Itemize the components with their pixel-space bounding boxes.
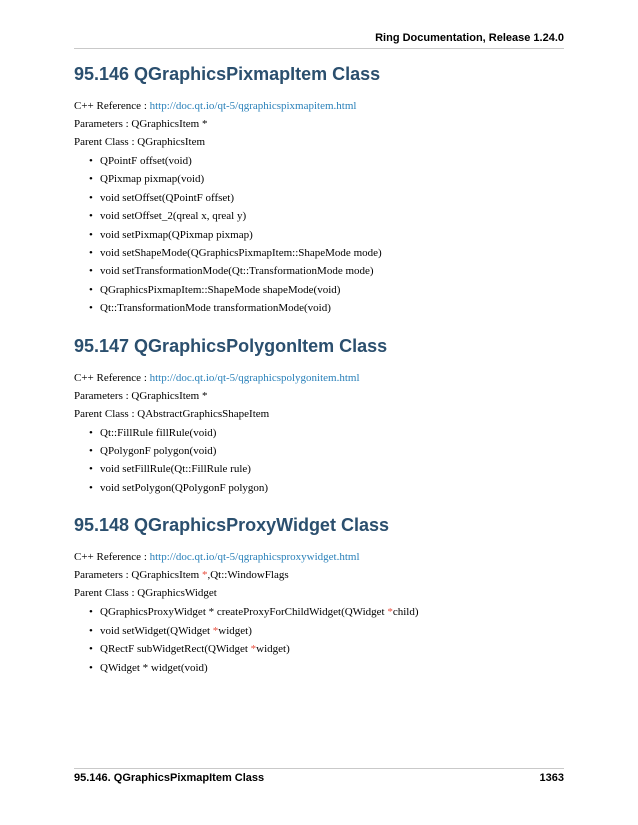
parameters [74,566,564,584]
parameters-suffix: ,Qt::WindowFlags [207,569,289,582]
section-qgraphicspixmapitem [74,62,564,318]
method-list [74,152,564,318]
parameters: Parameters : QGraphicsItem * [74,118,208,130]
method-item: • QPolygonF polygon(void) [89,442,564,460]
method-item: • Qt::TransformationMode transformationMode(void) [89,299,564,317]
method-item [89,622,564,640]
cpp-reference [74,548,564,566]
method-item: • Qt::FillRule fillRule(void) [89,424,564,442]
method-item [89,659,564,677]
method-list [74,603,564,677]
method-text: QGraphicsProxyWidget * createProxyForChildWidget(QWidget [100,606,388,619]
pointer-star: * [250,643,257,656]
section-heading: 95.146 QGraphicsPixmapItem Class [74,64,381,84]
cpp-reference-label: C++ Reference : [74,100,150,112]
method-text: QWidget * widget(void) [100,661,208,674]
cpp-reference-label: C++ Reference : [74,551,150,564]
method-item: • void setOffset_2(qreal x, qreal y) [89,207,564,225]
pointer-star: * [201,569,208,582]
parent-class: Parent Class : QGraphicsItem [74,136,206,148]
method-text: void setWidget(QWidget [100,624,213,637]
method-item: • void setOffset(QPointF offset) [89,189,564,207]
cpp-reference-link[interactable]: http://doc.qt.io/qt-5/qgraphicspolygonitem.html [149,371,360,384]
cpp-reference [74,369,564,387]
pointer-star: * [387,606,393,619]
header-title: Ring Documentation, Release 1.24.0 [375,32,564,44]
method-item [89,603,564,621]
method-item: • QPixmap pixmap(void) [89,170,564,188]
section-heading: 95.148 QGraphicsProxyWidget Class [74,515,389,536]
parameters: Parameters : QGraphicsItem * [74,389,208,402]
page-content [74,62,564,677]
page-header [74,26,564,49]
method-item: • QGraphicsPixmapItem::ShapeMode shapeMode(void) [89,281,564,299]
method-text: child) [392,606,419,619]
method-item: • QPointF offset(void) [89,152,564,170]
footer-divider [74,768,564,769]
cpp-reference [74,97,564,115]
section-heading: 95.147 QGraphicsPolygonItem Class [74,335,388,356]
section-qgraphicspolygonitem [74,334,564,498]
parent-class: Parent Class : QGraphicsWidget [74,587,217,600]
method-list [74,424,564,498]
method-item: • void setShapeMode(QGraphicsPixmapItem::ShapeMode mode) [89,244,564,262]
method-item [89,640,564,658]
footer-section-title: 95.146. QGraphicsPixmapItem Class [74,772,265,784]
method-item: • void setPolygon(QPolygonF polygon) [89,479,564,497]
method-item: • void setTransformationMode(Qt::TransformationMode mode) [89,262,564,280]
parameters-prefix: Parameters : QGraphicsItem [74,569,202,582]
method-text: QRectF subWidgetRect(QWidget [100,643,251,656]
cpp-reference-link[interactable]: http://doc.qt.io/qt-5/qgraphicspixmapitem.html [149,100,357,112]
section-qgraphicsproxywidget [74,513,564,677]
cpp-reference-label: C++ Reference : [74,371,150,384]
page-number: 1363 [539,772,564,784]
pointer-star: * [212,624,219,637]
method-text: widget) [256,643,290,656]
method-item: • void setPixmap(QPixmap pixmap) [89,226,564,244]
cpp-reference-link[interactable]: http://doc.qt.io/qt-5/qgraphicsproxywidget.html [149,551,360,564]
method-item: • void setFillRule(Qt::FillRule rule) [89,460,564,478]
parent-class: Parent Class : QAbstractGraphicsShapeItem [74,407,270,420]
method-text: widget) [218,624,252,637]
